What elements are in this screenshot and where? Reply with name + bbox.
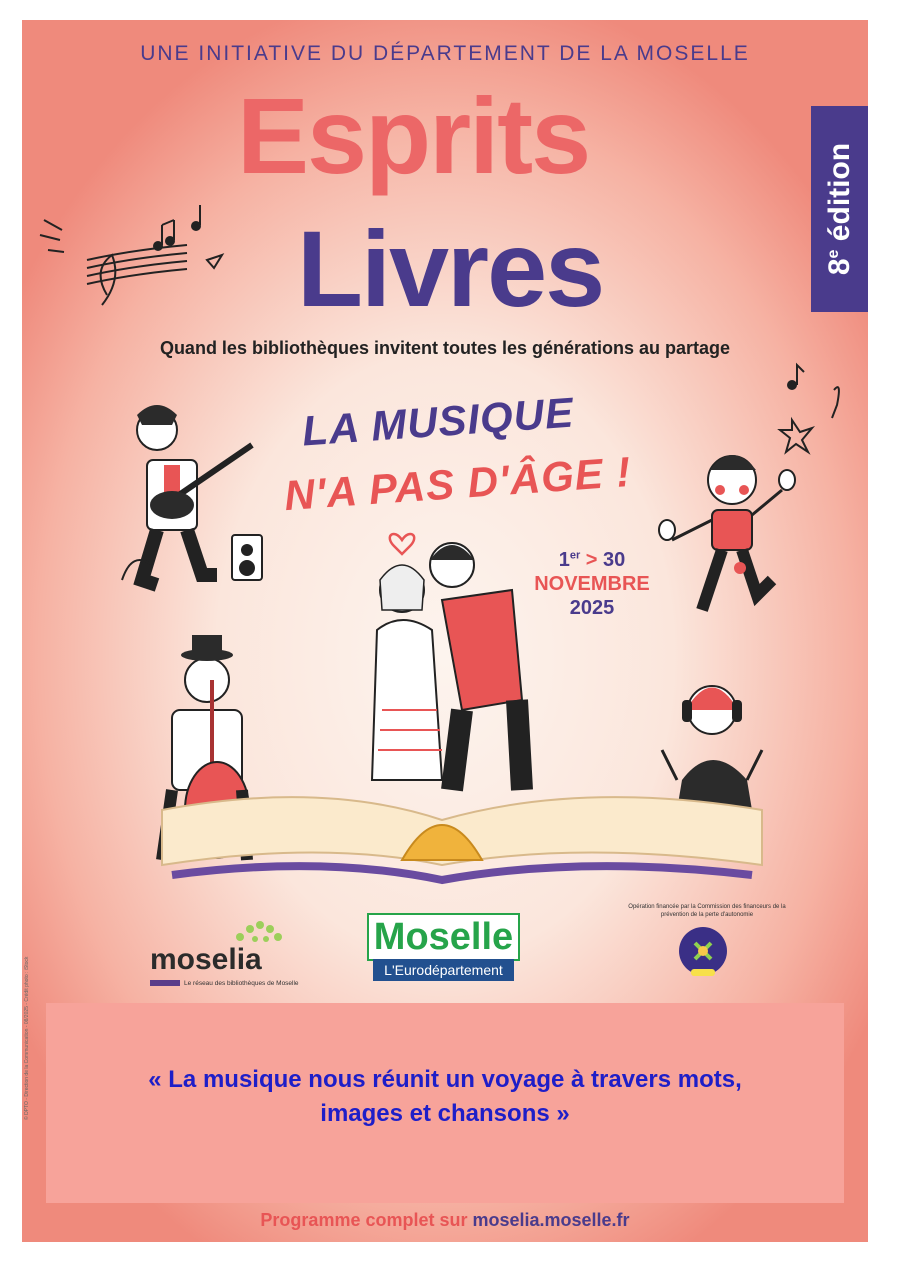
slogan-line2: N'A PAS D'ÂGE ! xyxy=(282,447,633,520)
quote-line1: « La musique nous réunit un voyage à travers mots, xyxy=(148,1066,742,1093)
sparkle-icon xyxy=(780,365,839,452)
commission-logo-icon xyxy=(677,925,729,977)
headphone-girl-figure xyxy=(662,686,762,810)
quote-line2: images et chansons » xyxy=(320,1099,570,1127)
funding-note: Opération financée par la Commission des financeurs de la prévention de la perte d'autonomie xyxy=(628,904,786,918)
event-dates: 1er > 30 NOVEMBRE 2025 xyxy=(517,548,667,620)
edition-text: 8e édition xyxy=(822,142,856,276)
music-note-icons xyxy=(153,221,797,390)
music-staff-icon xyxy=(40,205,222,305)
open-book-illustration xyxy=(162,797,762,880)
program-url[interactable]: moselia.moselle.fr xyxy=(472,1210,630,1230)
program-prefix: Programme complet sur xyxy=(260,1210,473,1230)
title-esprits: Esprits xyxy=(237,75,590,196)
event-month: NOVEMBRE xyxy=(534,573,650,595)
moselia-bar xyxy=(150,980,180,986)
moselle-name: Moselle xyxy=(367,913,520,961)
initiative-text: UNE INITIATIVE DU DÉPARTEMENT DE LA MOSELLE xyxy=(140,42,750,65)
title-livres: Livres xyxy=(297,208,604,329)
poster xyxy=(22,20,868,1242)
end-day: 30 xyxy=(603,549,626,571)
moselle-subtitle: L'Eurodépartement xyxy=(373,959,514,981)
quote-text xyxy=(46,1063,844,1130)
moselia-name: moselia xyxy=(150,943,262,976)
moselia-logo xyxy=(150,925,300,995)
photo-credit: © DPTO - Direction de la Communication - 08/2025 - Crédit photo : iStock xyxy=(24,956,30,1120)
event-year: 2025 xyxy=(569,597,615,619)
heart-icon xyxy=(390,534,414,554)
moselia-subtitle: Le réseau des bibliothèques de Moselle xyxy=(184,980,299,987)
guitarist-figure xyxy=(122,405,262,585)
moselle-logo xyxy=(367,913,520,983)
start-day: 1 xyxy=(558,549,570,571)
quote-box xyxy=(46,1003,844,1203)
slogan-line1: LA MUSIQUE xyxy=(300,388,576,455)
date-arrow: > xyxy=(585,549,598,571)
child-figure xyxy=(659,455,795,610)
dancing-couple-figure xyxy=(372,543,522,790)
tagline: Quand les bibliothèques invitent toutes les générations au partage xyxy=(159,338,731,358)
program-link xyxy=(22,1210,868,1231)
